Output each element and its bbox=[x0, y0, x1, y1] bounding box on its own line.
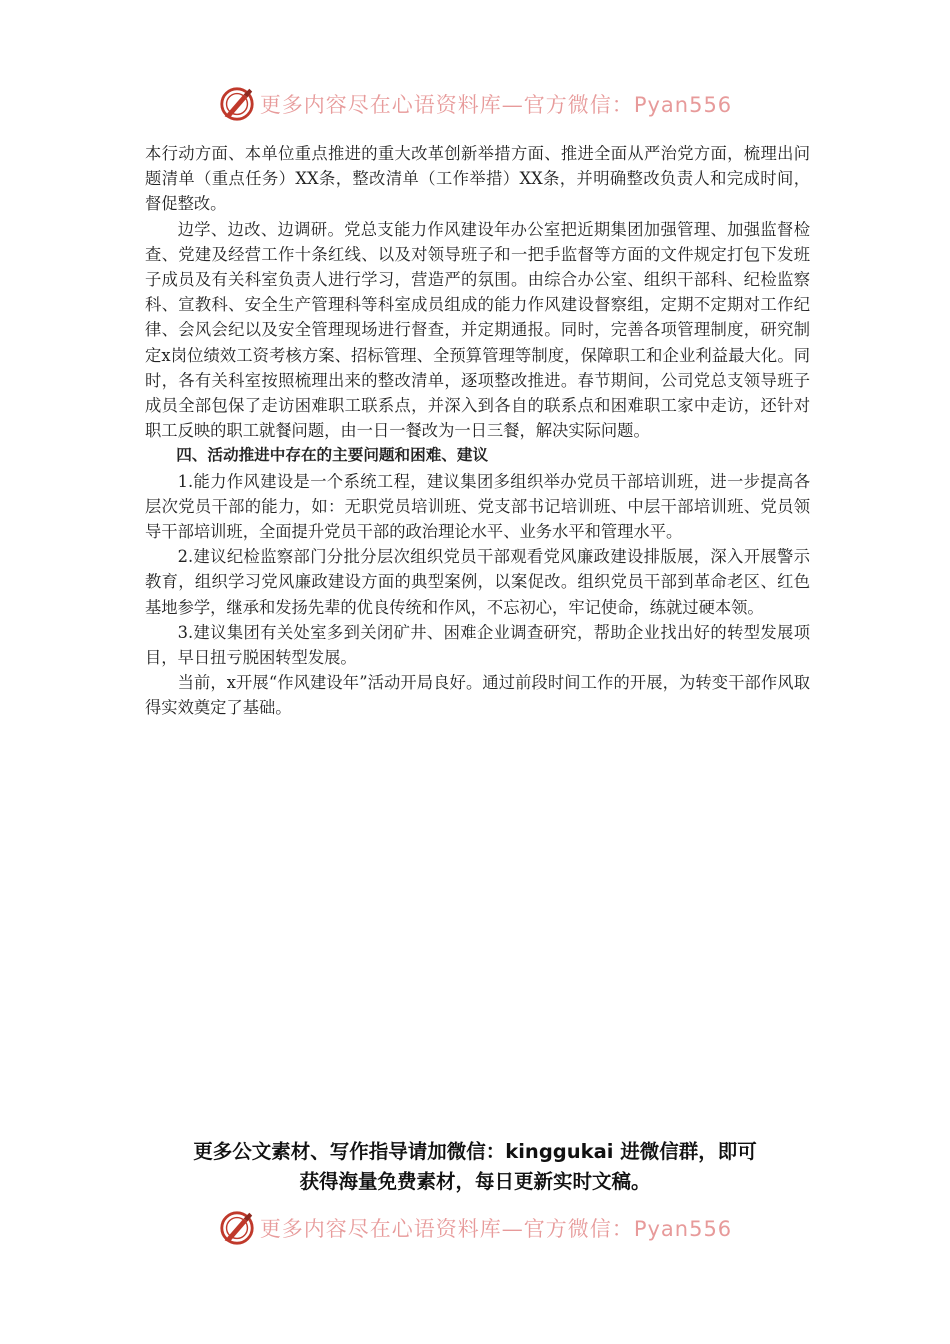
footer-banner bbox=[0, 1206, 950, 1250]
footer-site-text: 更多内容尽在心语资料库—官方微信： bbox=[259, 1217, 634, 1241]
suggestion-3: 3.建议集团有关处室多到关闭矿井、困难企业调查研究，帮助企业找出好的转型发展项目，早日扭亏脱困转型发展。 bbox=[145, 622, 810, 668]
footer-banner-text bbox=[260, 1213, 732, 1243]
suggestion-1: 1.能力作风建设是一个系统工程，建议集团多组织举办党员干部培训班，进一步提高各层次党员干部的能力，如：无职党员培训班、党支部书记培训班、中层干部培训班、党员领导干部培训班，全面提升党员干部的政治理论水平、业务水平和管理水平。 bbox=[145, 471, 810, 542]
paragraph-continued: 本行动方面、本单位重点推进的重大改革创新举措方面、推进全面从严治党方面，梳理出问题清单（重点任务）XX条，整改清单（工作举措）XX条，并明确整改负责人和完成时间，督促整改。 bbox=[145, 144, 810, 214]
promo-line-1: 更多公文素材、写作指导请加微信：kinggukai 进微信群，即可 bbox=[193, 1140, 757, 1163]
closing-paragraph: 当前，x开展“作风建设年”活动开局良好。通过前段时间工作的开展，为转变干部作风取得实效奠定了基础。 bbox=[145, 673, 810, 718]
section-heading-4: 四、活动推进中存在的主要问题和困难、建议 bbox=[176, 446, 489, 465]
suggestion-2: 2.建议纪检监察部门分批分层次组织党员干部观看党风廉政建设排版展，深入开展警示教育，组织学习党风廉政建设方面的典型案例，以案促改。组织党员干部到革命老区、红色基地参学，继承和发扬先辈的优良传统和作风，不忘初心，牢记使命，练就过硬本领。 bbox=[145, 547, 810, 617]
footer-wechat-id: Pyan556 bbox=[633, 1217, 733, 1241]
document-body bbox=[145, 141, 810, 721]
header-banner-text bbox=[260, 89, 732, 119]
promo-block bbox=[0, 1137, 950, 1197]
pen-logo-icon bbox=[218, 85, 256, 123]
paragraph-learn-and-improve: 边学、边改、边调研。党总支能力作风建设年办公室把近期集团加强管理、加强监督检查、党建及经营工作十条红线、以及对领导班子和一把手监督等方面的文件规定打包下发班子成员及有关科室负责人进行学习，营造严的氛围。由综合办公室、组织干部科、纪检监察科、宣教科、安全生产管理科等科室成员组成的能力作风建设督察组，定期不定期对工作纪律、会风会纪以及安全管理现场进行督查，并定期通报。同时，完善各项管理制度，研究制定x岗位绩效工资考核方案、招标管理、全预算管理等制度，保障职工和企业利益最大化。同时，各有关科室按照梳理出来的整改清单，逐项整改推进。春节期间，公司党总支领导班子成员全部包保了走访困难职工联系点，并深入到各自的联系点和困难职工家中走访，还针对职工反映的职工就餐问题，由一日一餐改为一日三餐，解决实际问题。 bbox=[145, 219, 810, 441]
pen-logo-icon bbox=[218, 1209, 256, 1247]
header-site-text: 更多内容尽在心语资料库—官方微信： bbox=[259, 93, 634, 117]
promo-line-2: 获得海量免费素材，每日更新实时文稿。 bbox=[299, 1170, 651, 1193]
header-wechat-id: Pyan556 bbox=[633, 93, 733, 117]
header-banner bbox=[0, 82, 950, 126]
